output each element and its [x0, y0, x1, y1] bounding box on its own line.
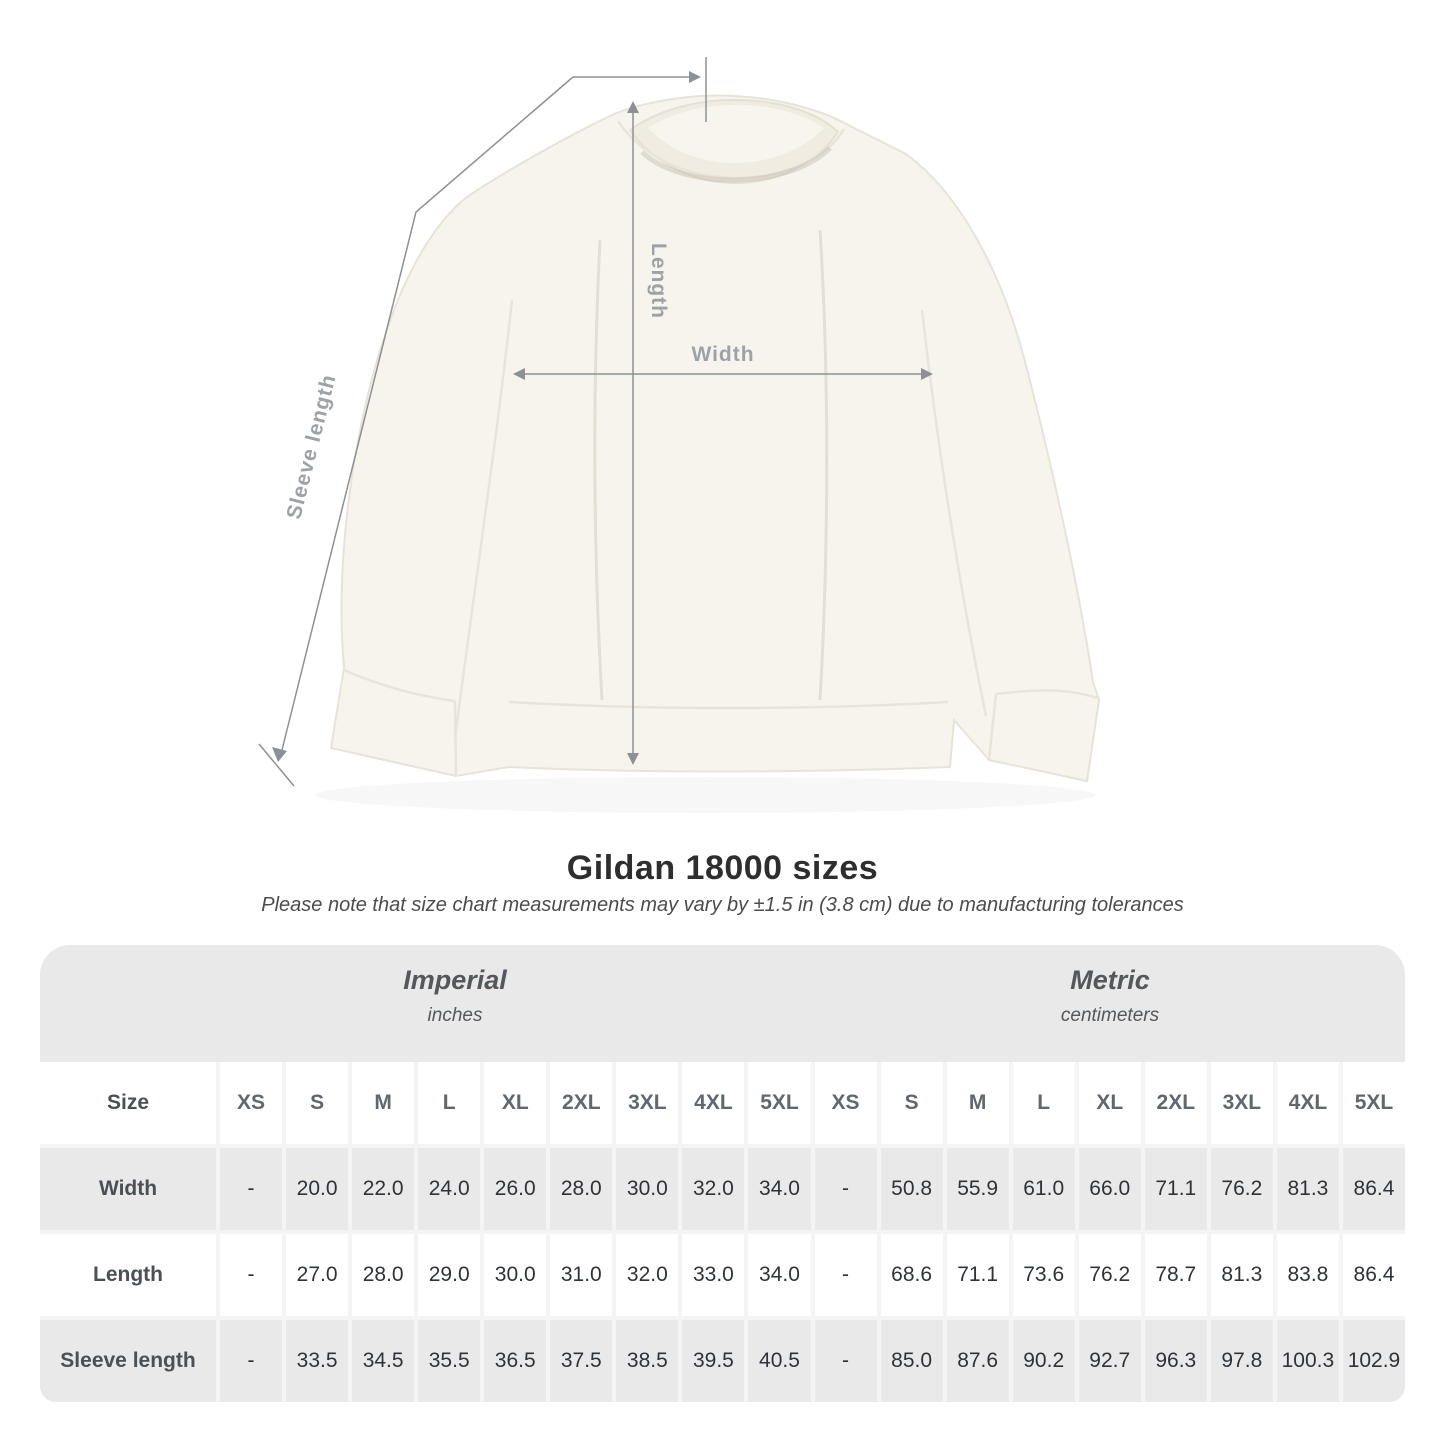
sleeve-metric-value: 102.9 — [1343, 1320, 1405, 1402]
sleeve-metric-value: 96.3 — [1145, 1320, 1207, 1402]
sleeve-imperial-value: 40.5 — [748, 1320, 810, 1402]
size-table — [40, 945, 1405, 1402]
length-metric-value: 71.1 — [947, 1234, 1009, 1316]
length-metric-value: 68.6 — [881, 1234, 943, 1316]
length-metric-value: 86.4 — [1343, 1234, 1405, 1316]
length-metric-value: 73.6 — [1013, 1234, 1075, 1316]
sleeve-metric-value: 92.7 — [1079, 1320, 1141, 1402]
length-imperial-value: - — [220, 1234, 282, 1316]
metric-size-m: M — [947, 1062, 1009, 1144]
imperial-unit: inches — [427, 1005, 483, 1026]
sleeve-imperial-value: 34.5 — [352, 1320, 414, 1402]
imperial-size-l: L — [418, 1062, 480, 1144]
length-imperial-value: 33.0 — [682, 1234, 744, 1316]
metric-size-2xl: 2XL — [1145, 1062, 1207, 1144]
width-metric-value: 50.8 — [881, 1148, 943, 1230]
imperial-size-xs: XS — [220, 1062, 282, 1144]
sleeve-metric-value: - — [815, 1320, 877, 1402]
width-imperial-value: 26.0 — [484, 1148, 546, 1230]
width-metric-value: 81.3 — [1277, 1148, 1339, 1230]
width-imperial-value: 24.0 — [418, 1148, 480, 1230]
metric-unit: centimeters — [1060, 1005, 1160, 1026]
length-metric-value: - — [815, 1234, 877, 1316]
sleeve-imperial-value: 39.5 — [682, 1320, 744, 1402]
length-imperial-value: 28.0 — [352, 1234, 414, 1316]
length-label: Length — [647, 243, 670, 319]
sleeve-imperial-value: 38.5 — [616, 1320, 678, 1402]
length-imperial-value: 29.0 — [418, 1234, 480, 1316]
sleeve-imperial-value: - — [220, 1320, 282, 1402]
tolerance-note: Please note that size chart measurements may vary by ±1.5 in (3.8 cm) due to manufacturing tolerances — [261, 894, 1184, 916]
imperial-size-xl: XL — [484, 1062, 546, 1144]
metric-size-xl: XL — [1079, 1062, 1141, 1144]
length-imperial-value: 32.0 — [616, 1234, 678, 1316]
length-metric-value: 81.3 — [1211, 1234, 1273, 1316]
sleeve-metric-value: 85.0 — [881, 1320, 943, 1402]
width-imperial-value: - — [220, 1148, 282, 1230]
table-rows — [40, 1062, 1405, 1402]
sleeve-length-row — [40, 1320, 1405, 1402]
length-imperial-value: 31.0 — [550, 1234, 612, 1316]
page-title: Gildan 18000 sizes — [566, 849, 879, 887]
metric-size-5xl: 5XL — [1343, 1062, 1405, 1144]
imperial-size-s: S — [286, 1062, 348, 1144]
length-row-label: Length — [40, 1234, 216, 1316]
imperial-size-m: M — [352, 1062, 414, 1144]
width-imperial-value: 22.0 — [352, 1148, 414, 1230]
metric-title: Metric — [1070, 965, 1150, 995]
length-imperial-value: 27.0 — [286, 1234, 348, 1316]
width-metric-value: 61.0 — [1013, 1148, 1075, 1230]
width-metric-value: - — [815, 1148, 877, 1230]
imperial-size-4xl: 4XL — [682, 1062, 744, 1144]
size-column-header: Size — [40, 1062, 216, 1144]
width-imperial-value: 28.0 — [550, 1148, 612, 1230]
width-metric-value: 86.4 — [1343, 1148, 1405, 1230]
width-metric-value: 55.9 — [947, 1148, 1009, 1230]
metric-size-xs: XS — [815, 1062, 877, 1144]
width-row — [40, 1148, 1405, 1230]
width-row-label: Width — [40, 1148, 216, 1230]
sleeve-imperial-value: 37.5 — [550, 1320, 612, 1402]
metric-size-l: L — [1013, 1062, 1075, 1144]
imperial-title: Imperial — [403, 965, 507, 995]
sleeve-metric-value: 100.3 — [1277, 1320, 1339, 1402]
imperial-size-2xl: 2XL — [550, 1062, 612, 1144]
sleeve-row-label: Sleeve length — [40, 1320, 216, 1402]
sleeve-metric-value: 97.8 — [1211, 1320, 1273, 1402]
width-imperial-value: 32.0 — [682, 1148, 744, 1230]
unit-header-band — [40, 945, 1405, 1062]
width-imperial-value: 34.0 — [748, 1148, 810, 1230]
sleeve-imperial-value: 36.5 — [484, 1320, 546, 1402]
length-metric-value: 78.7 — [1145, 1234, 1207, 1316]
metric-size-3xl: 3XL — [1211, 1062, 1273, 1144]
length-metric-value: 76.2 — [1079, 1234, 1141, 1316]
imperial-header — [403, 965, 507, 1027]
length-imperial-value: 30.0 — [484, 1234, 546, 1316]
imperial-size-5xl: 5XL — [748, 1062, 810, 1144]
sleeve-metric-value: 90.2 — [1013, 1320, 1075, 1402]
width-label: Width — [691, 343, 755, 366]
sleeve-imperial-value: 33.5 — [286, 1320, 348, 1402]
sleeve-arrow-right — [689, 71, 701, 83]
sleeve-arrow-bottom — [272, 747, 287, 762]
metric-size-s: S — [881, 1062, 943, 1144]
sweatshirt-body — [331, 96, 1099, 781]
sleeve-metric-value: 87.6 — [947, 1320, 1009, 1402]
garment-shadow — [315, 777, 1095, 813]
length-imperial-value: 34.0 — [748, 1234, 810, 1316]
length-metric-value: 83.8 — [1277, 1234, 1339, 1316]
metric-size-4xl: 4XL — [1277, 1062, 1339, 1144]
width-imperial-value: 30.0 — [616, 1148, 678, 1230]
width-imperial-value: 20.0 — [286, 1148, 348, 1230]
width-metric-value: 66.0 — [1079, 1148, 1141, 1230]
metric-header — [1061, 965, 1159, 1027]
width-metric-value: 71.1 — [1145, 1148, 1207, 1230]
imperial-size-3xl: 3XL — [616, 1062, 678, 1144]
table-header-row — [40, 1062, 1405, 1144]
sleeve-length-label: Sleeve length — [282, 371, 341, 522]
width-metric-value: 76.2 — [1211, 1148, 1273, 1230]
sleeve-imperial-value: 35.5 — [418, 1320, 480, 1402]
length-row — [40, 1234, 1405, 1316]
